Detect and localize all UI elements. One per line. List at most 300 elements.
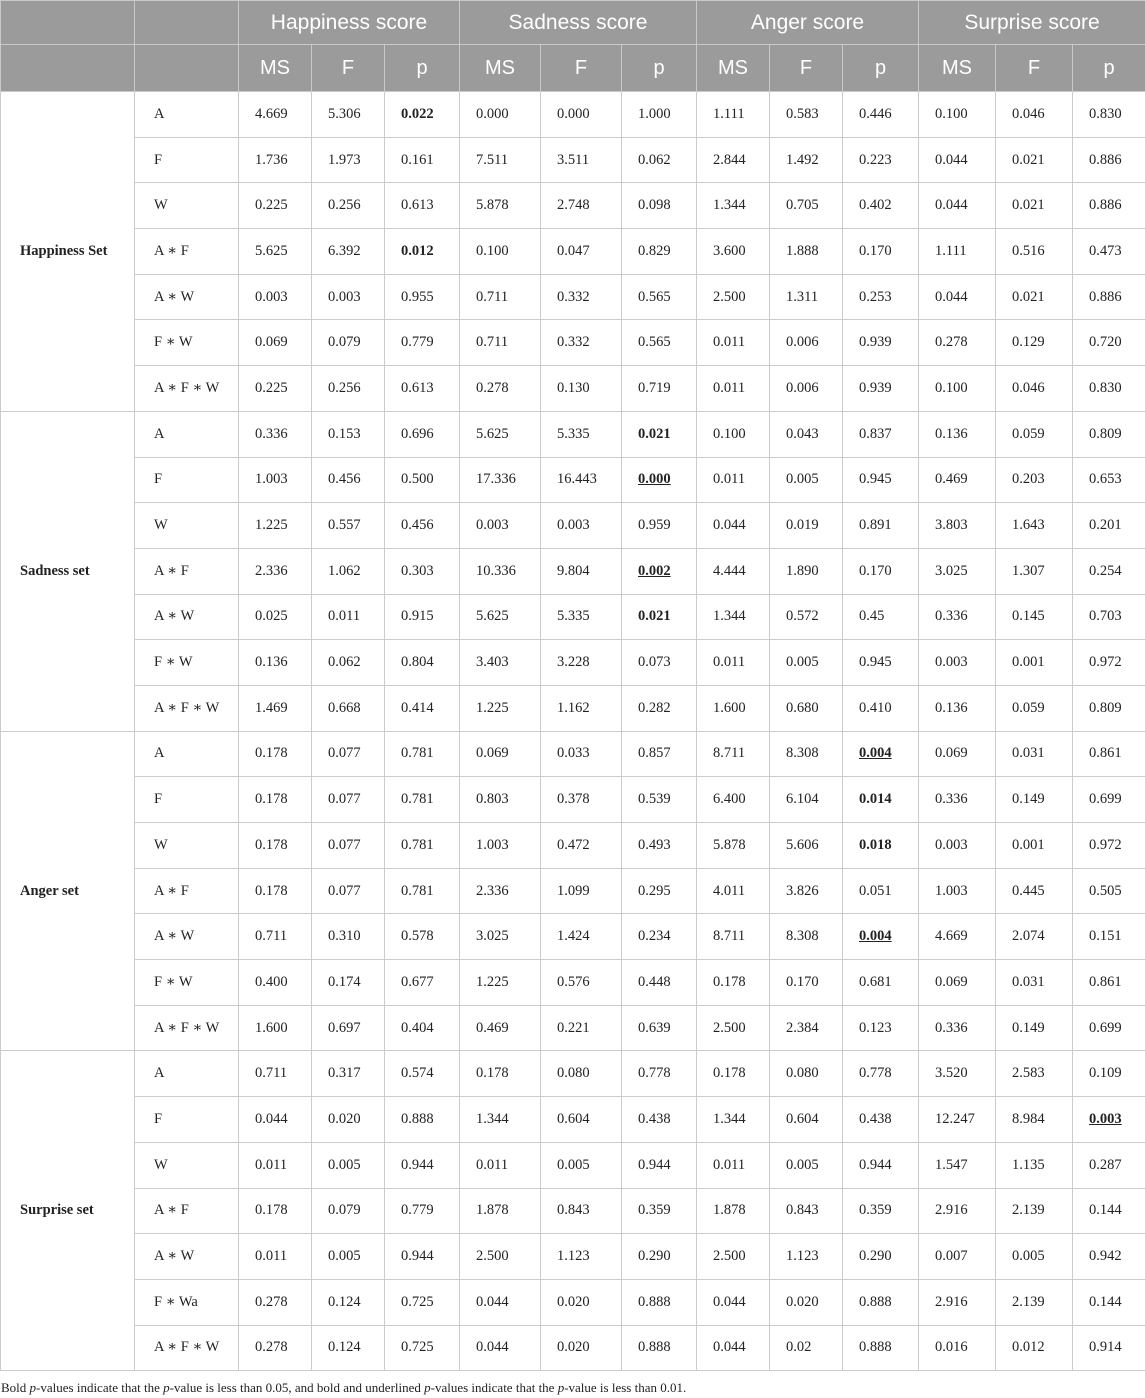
value-text: 0.516 <box>1012 242 1045 259</box>
value-cell <box>996 594 1073 640</box>
value-text: 1.123 <box>557 1248 590 1265</box>
value-text: 0.069 <box>935 973 968 990</box>
value-cell <box>770 457 843 503</box>
value-text: 0.077 <box>328 836 361 853</box>
value-text: 0.044 <box>476 1339 509 1356</box>
value-text: 0.438 <box>859 1110 892 1127</box>
value-text: 0.310 <box>328 928 361 945</box>
value-text: 0.290 <box>638 1248 671 1265</box>
value-text: 2.844 <box>713 151 746 168</box>
value-text: 16.443 <box>557 471 597 488</box>
value-cell <box>697 868 770 914</box>
value-cell <box>697 503 770 549</box>
value-cell <box>385 457 460 503</box>
value-text: 0.278 <box>255 1293 288 1310</box>
table-row <box>1 640 1145 686</box>
value-cell <box>385 229 460 275</box>
value-text: 1.878 <box>476 1202 509 1219</box>
footnote-text: Bold <box>1 1380 30 1395</box>
value-cell <box>843 1142 919 1188</box>
value-cell <box>919 183 996 229</box>
value-text: 1.111 <box>935 242 967 259</box>
factor-label: A ∗ F ∗ W <box>135 685 239 731</box>
value-text: 0.944 <box>638 1156 671 1173</box>
table-row <box>1 411 1145 457</box>
value-cell <box>919 1279 996 1325</box>
value-text: 0.021 <box>1012 197 1045 214</box>
value-cell <box>996 274 1073 320</box>
value-cell <box>770 137 843 183</box>
value-text: 0.011 <box>328 608 361 625</box>
value-text: 6.392 <box>328 242 361 259</box>
value-text: 0.225 <box>255 197 288 214</box>
value-cell <box>541 731 622 777</box>
value-text: 0.077 <box>328 791 361 808</box>
value-cell <box>919 594 996 640</box>
value-cell <box>697 1325 770 1371</box>
value-cell <box>460 640 541 686</box>
value-cell <box>996 1279 1073 1325</box>
value-cell <box>541 594 622 640</box>
value-text: 1.600 <box>255 1019 288 1036</box>
value-cell <box>541 229 622 275</box>
header-f: F <box>312 45 385 92</box>
value-text: 0.500 <box>401 471 434 488</box>
value-text: 1.003 <box>255 471 288 488</box>
value-text: 0.843 <box>557 1202 590 1219</box>
factor-label: F <box>135 457 239 503</box>
set-label: Anger set <box>1 731 135 1051</box>
value-cell <box>843 914 919 960</box>
value-cell <box>622 457 697 503</box>
value-cell <box>460 411 541 457</box>
value-cell <box>385 868 460 914</box>
value-text: 5.625 <box>476 608 509 625</box>
value-text: 0.725 <box>401 1339 434 1356</box>
value-text: 0.861 <box>1089 745 1122 762</box>
header-ms: MS <box>460 45 541 92</box>
value-text: 0.021 <box>638 425 671 442</box>
value-text: 0.359 <box>638 1202 671 1219</box>
value-text: 5.878 <box>713 836 746 853</box>
value-cell <box>385 823 460 869</box>
value-cell <box>770 1279 843 1325</box>
value-cell <box>843 1005 919 1051</box>
value-cell <box>385 503 460 549</box>
value-text: 0.888 <box>859 1293 892 1310</box>
value-text: 0.047 <box>557 242 590 259</box>
value-text: 1.878 <box>713 1202 746 1219</box>
value-cell <box>1073 823 1145 869</box>
value-text: 0.473 <box>1089 242 1122 259</box>
value-cell <box>770 183 843 229</box>
value-cell <box>239 1142 312 1188</box>
value-text: 1.225 <box>255 517 288 534</box>
value-text: 0.203 <box>1012 471 1045 488</box>
value-cell <box>385 914 460 960</box>
value-cell <box>312 229 385 275</box>
value-text: 0.044 <box>713 1293 746 1310</box>
value-cell <box>697 548 770 594</box>
value-cell <box>770 229 843 275</box>
value-text: 1.162 <box>557 699 590 716</box>
value-text: 0.711 <box>255 1065 288 1082</box>
value-text: 0.939 <box>859 334 892 351</box>
value-cell <box>312 777 385 823</box>
value-text: 0.011 <box>476 1156 509 1173</box>
value-text: 0.317 <box>328 1065 361 1082</box>
footnote-italic-p: p <box>29 1380 37 1395</box>
header-ms: MS <box>697 45 770 92</box>
value-cell <box>622 1279 697 1325</box>
value-cell <box>385 777 460 823</box>
value-text: 0.972 <box>1089 836 1122 853</box>
value-text: 0.174 <box>328 973 361 990</box>
value-text: 0.062 <box>328 654 361 671</box>
value-text: 0.711 <box>255 928 288 945</box>
value-cell <box>622 503 697 549</box>
value-text: 4.669 <box>255 105 288 122</box>
value-cell <box>697 457 770 503</box>
value-text: 0.021 <box>1012 151 1045 168</box>
value-cell <box>770 1234 843 1280</box>
value-cell <box>770 914 843 960</box>
value-cell <box>239 1005 312 1051</box>
value-text: 0.234 <box>638 928 671 945</box>
table-row <box>1 823 1145 869</box>
value-text: 0.295 <box>638 882 671 899</box>
value-cell <box>622 1051 697 1097</box>
table-row <box>1 503 1145 549</box>
value-text: 0.044 <box>255 1110 288 1127</box>
factor-label: A ∗ F <box>135 868 239 914</box>
value-text: 5.625 <box>255 242 288 259</box>
value-text: 4.444 <box>713 562 746 579</box>
value-text: 1.311 <box>786 288 819 305</box>
value-cell <box>460 229 541 275</box>
value-cell <box>843 92 919 138</box>
value-text: 0.332 <box>557 288 590 305</box>
value-cell <box>385 548 460 594</box>
value-text: 5.878 <box>476 197 509 214</box>
value-text: 0.696 <box>401 425 434 442</box>
value-cell <box>312 960 385 1006</box>
value-text: 0.336 <box>935 1019 968 1036</box>
value-cell <box>770 731 843 777</box>
header-p: p <box>385 45 460 92</box>
value-cell <box>996 1051 1073 1097</box>
value-text: 6.400 <box>713 791 746 808</box>
value-text: 1.111 <box>713 105 745 122</box>
value-cell <box>385 640 460 686</box>
value-text: 0.012 <box>401 242 434 259</box>
value-cell <box>919 274 996 320</box>
value-text: 0.829 <box>638 242 671 259</box>
value-cell <box>843 868 919 914</box>
value-cell <box>312 183 385 229</box>
value-text: 0.012 <box>1012 1339 1045 1356</box>
value-text: 1.736 <box>255 151 288 168</box>
value-text: 0.256 <box>328 379 361 396</box>
factor-label: A ∗ F ∗ W <box>135 366 239 412</box>
value-cell <box>622 640 697 686</box>
value-text: 2.500 <box>713 288 746 305</box>
value-cell <box>770 594 843 640</box>
value-cell <box>1073 1234 1145 1280</box>
value-cell <box>312 1142 385 1188</box>
value-cell <box>541 685 622 731</box>
value-text: 0.170 <box>786 973 819 990</box>
value-cell <box>843 1097 919 1143</box>
factor-label: A ∗ F ∗ W <box>135 1325 239 1371</box>
value-cell <box>541 1325 622 1371</box>
value-text: 0.830 <box>1089 105 1122 122</box>
value-cell <box>312 640 385 686</box>
value-cell <box>541 92 622 138</box>
value-text: 0.939 <box>859 379 892 396</box>
value-cell <box>385 137 460 183</box>
value-text: 1.643 <box>1012 517 1045 534</box>
value-cell <box>385 183 460 229</box>
value-text: 0.005 <box>1012 1248 1045 1265</box>
value-cell <box>1073 548 1145 594</box>
value-text: 2.748 <box>557 197 590 214</box>
value-text: 0.703 <box>1089 608 1122 625</box>
value-text: 0.472 <box>557 836 590 853</box>
value-cell <box>541 914 622 960</box>
value-cell <box>1073 503 1145 549</box>
value-cell <box>996 914 1073 960</box>
value-text: 0.130 <box>557 379 590 396</box>
value-cell <box>239 640 312 686</box>
value-text: 0.282 <box>638 699 671 716</box>
value-cell <box>843 229 919 275</box>
value-text: 8.308 <box>786 928 819 945</box>
value-cell <box>919 1142 996 1188</box>
value-cell <box>541 868 622 914</box>
value-text: 0.005 <box>786 1156 819 1173</box>
value-cell <box>1073 731 1145 777</box>
table-row <box>1 1097 1145 1143</box>
factor-label: F ∗ W <box>135 320 239 366</box>
value-cell <box>312 1097 385 1143</box>
value-text: 0.359 <box>859 1202 892 1219</box>
value-text: 0.278 <box>476 379 509 396</box>
value-text: 2.139 <box>1012 1293 1045 1310</box>
value-cell <box>622 685 697 731</box>
value-text: 0.942 <box>1089 1248 1122 1265</box>
value-cell <box>622 229 697 275</box>
value-cell <box>1073 1097 1145 1143</box>
header-sadness-score: Sadness score <box>460 1 697 45</box>
value-cell <box>312 1188 385 1234</box>
value-text: 0.011 <box>713 654 746 671</box>
value-cell <box>1073 914 1145 960</box>
value-text: 2.583 <box>1012 1065 1045 1082</box>
value-text: 0.046 <box>1012 379 1045 396</box>
header-blank-factor <box>135 45 239 92</box>
value-text: 2.500 <box>713 1248 746 1265</box>
value-cell <box>312 1279 385 1325</box>
table-row <box>1 1051 1145 1097</box>
value-text: 2.500 <box>476 1248 509 1265</box>
value-text: 0.100 <box>476 242 509 259</box>
table-row <box>1 320 1145 366</box>
value-cell <box>460 1097 541 1143</box>
factor-label: A <box>135 1051 239 1097</box>
value-cell <box>843 457 919 503</box>
value-text: 0.170 <box>859 562 892 579</box>
value-cell <box>312 731 385 777</box>
value-text: 0.613 <box>401 379 434 396</box>
value-text: 0.005 <box>328 1156 361 1173</box>
value-cell <box>239 137 312 183</box>
value-text: 0.136 <box>255 654 288 671</box>
value-cell <box>919 1097 996 1143</box>
value-cell <box>770 1097 843 1143</box>
table-row <box>1 868 1145 914</box>
value-cell <box>1073 92 1145 138</box>
value-text: 0.001 <box>1012 654 1045 671</box>
value-text: 0.336 <box>255 425 288 442</box>
value-cell <box>919 777 996 823</box>
table-row <box>1 137 1145 183</box>
factor-label: A ∗ W <box>135 594 239 640</box>
header-corner-factor <box>135 1 239 45</box>
value-cell <box>843 137 919 183</box>
value-text: 0.001 <box>1012 836 1045 853</box>
table-row <box>1 1005 1145 1051</box>
value-text: 0.046 <box>1012 105 1045 122</box>
value-cell <box>996 777 1073 823</box>
value-cell <box>919 1325 996 1371</box>
value-text: 0.505 <box>1089 882 1122 899</box>
value-text: 0.004 <box>859 745 892 762</box>
value-cell <box>770 1142 843 1188</box>
value-text: 0.011 <box>713 471 746 488</box>
value-text: 0.003 <box>1089 1110 1122 1127</box>
value-cell <box>385 960 460 1006</box>
value-text: 0.400 <box>255 973 288 990</box>
value-cell <box>385 1142 460 1188</box>
value-text: 0.287 <box>1089 1156 1122 1173</box>
value-text: 0.576 <box>557 973 590 990</box>
value-cell <box>843 777 919 823</box>
value-cell <box>843 320 919 366</box>
value-cell <box>239 823 312 869</box>
value-text: 0.378 <box>557 791 590 808</box>
value-text: 0.016 <box>935 1339 968 1356</box>
value-text: 0.446 <box>859 105 892 122</box>
value-cell <box>1073 777 1145 823</box>
value-text: 0.100 <box>935 105 968 122</box>
value-text: 0.124 <box>328 1293 361 1310</box>
value-text: 0.944 <box>401 1156 434 1173</box>
value-cell <box>1073 1142 1145 1188</box>
value-text: 0.000 <box>638 471 671 488</box>
value-cell <box>622 1188 697 1234</box>
value-text: 0.044 <box>476 1293 509 1310</box>
value-text: 0.719 <box>638 379 671 396</box>
value-text: 0.178 <box>476 1065 509 1082</box>
value-text: 0.720 <box>1089 334 1122 351</box>
value-text: 2.336 <box>255 562 288 579</box>
value-text: 0.886 <box>1089 288 1122 305</box>
value-cell <box>996 457 1073 503</box>
value-cell <box>460 823 541 869</box>
value-cell <box>541 777 622 823</box>
value-text: 0.290 <box>859 1248 892 1265</box>
value-cell <box>996 548 1073 594</box>
value-text: 0.681 <box>859 973 892 990</box>
value-text: 1.344 <box>713 197 746 214</box>
value-text: 1.547 <box>935 1156 968 1173</box>
value-text: 1.344 <box>476 1110 509 1127</box>
value-cell <box>385 731 460 777</box>
value-cell <box>697 183 770 229</box>
value-text: 0.020 <box>557 1339 590 1356</box>
value-text: 0.079 <box>328 334 361 351</box>
value-cell <box>239 777 312 823</box>
value-cell <box>385 366 460 412</box>
value-text: 0.778 <box>859 1065 892 1082</box>
value-cell <box>697 229 770 275</box>
value-text: 0.456 <box>328 471 361 488</box>
value-cell <box>622 777 697 823</box>
value-text: 0.639 <box>638 1019 671 1036</box>
value-cell <box>622 823 697 869</box>
value-text: 4.669 <box>935 928 968 945</box>
factor-label: A ∗ F <box>135 1188 239 1234</box>
value-text: 0.051 <box>859 882 892 899</box>
table-row <box>1 183 1145 229</box>
value-text: 0.022 <box>401 105 434 122</box>
table-row <box>1 594 1145 640</box>
value-cell <box>622 1325 697 1371</box>
value-cell <box>996 137 1073 183</box>
value-text: 1.890 <box>786 562 819 579</box>
value-text: 0.448 <box>638 973 671 990</box>
value-text: 0.033 <box>557 745 590 762</box>
header-corner-set <box>1 1 135 45</box>
value-cell <box>622 137 697 183</box>
value-text: 0.044 <box>713 1339 746 1356</box>
value-cell <box>460 548 541 594</box>
value-cell <box>1073 274 1145 320</box>
value-cell <box>239 1097 312 1143</box>
value-text: 0.336 <box>935 791 968 808</box>
value-text: 2.384 <box>786 1019 819 1036</box>
value-text: 5.306 <box>328 105 361 122</box>
value-cell <box>541 1097 622 1143</box>
value-cell <box>385 1005 460 1051</box>
value-cell <box>239 183 312 229</box>
value-text: 0.278 <box>935 334 968 351</box>
value-text: 0.000 <box>476 105 509 122</box>
value-text: 0.109 <box>1089 1065 1122 1082</box>
value-text: 0.043 <box>786 425 819 442</box>
table-row <box>1 960 1145 1006</box>
value-cell <box>697 320 770 366</box>
value-cell <box>239 503 312 549</box>
value-cell <box>239 731 312 777</box>
table-row <box>1 1279 1145 1325</box>
value-cell <box>239 1188 312 1234</box>
value-cell <box>460 1234 541 1280</box>
value-cell <box>843 594 919 640</box>
value-text: 0.080 <box>557 1065 590 1082</box>
value-cell <box>622 594 697 640</box>
